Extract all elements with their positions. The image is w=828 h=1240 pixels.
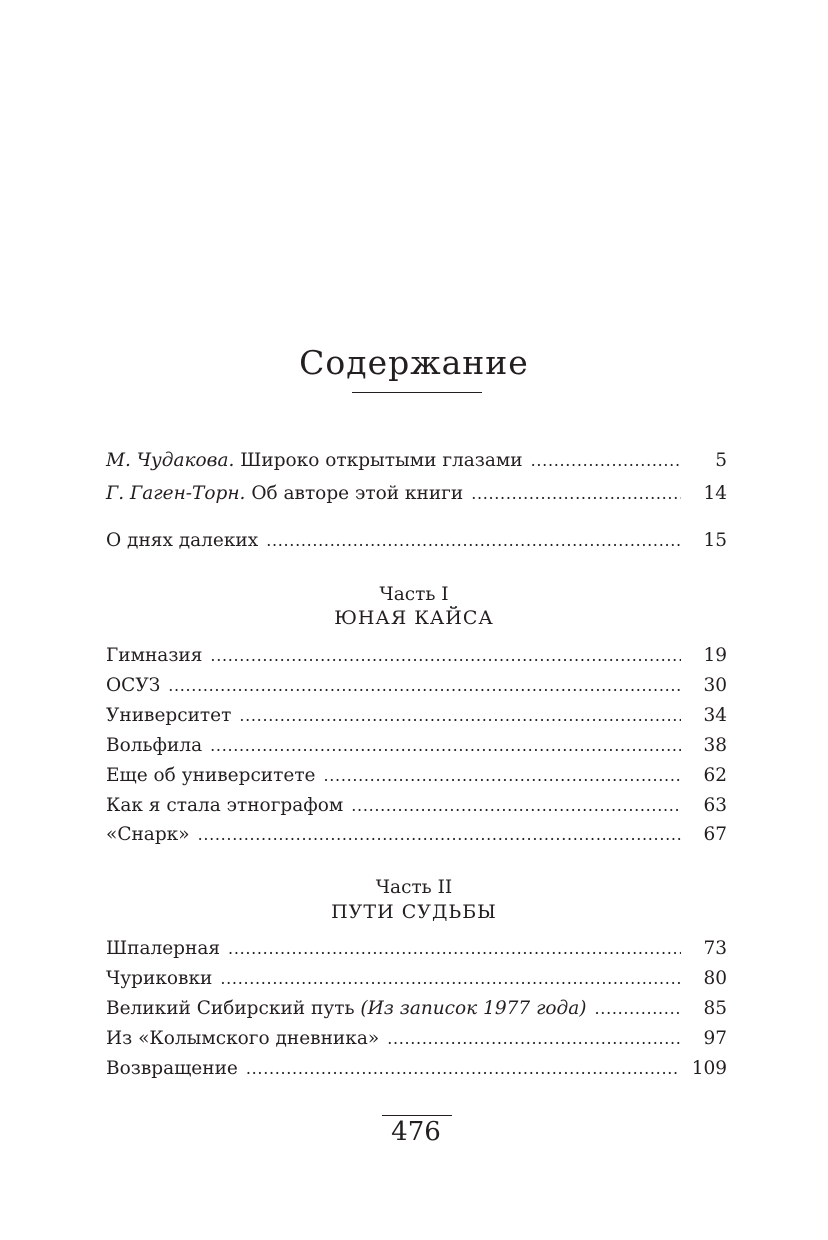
toc-entry[interactable] bbox=[106, 448, 727, 474]
toc-entry[interactable] bbox=[106, 481, 727, 507]
toc-entry[interactable] bbox=[106, 822, 727, 848]
contents-heading: Содержание bbox=[299, 343, 529, 382]
part-title: ЮНАЯ КАЙСА bbox=[334, 607, 494, 629]
entry-subtitle: (Из записок 1977 года) bbox=[360, 998, 587, 1019]
dot-leader bbox=[595, 996, 681, 1022]
dot-leader bbox=[246, 1056, 678, 1082]
entry-page: 67 bbox=[703, 824, 727, 845]
entry-title: Еще об университете bbox=[106, 765, 316, 786]
entry-text bbox=[106, 448, 523, 474]
dot-leader bbox=[198, 822, 681, 848]
entry-page: 14 bbox=[703, 483, 727, 504]
toc-entry[interactable] bbox=[106, 1026, 727, 1052]
entry-page: 85 bbox=[703, 998, 727, 1019]
dot-leader bbox=[531, 448, 681, 474]
entry-title: Великий Сибирский путь bbox=[106, 998, 355, 1019]
toc-entry[interactable] bbox=[106, 673, 727, 699]
entry-title: О днях далеких bbox=[106, 530, 259, 551]
entry-page: 97 bbox=[703, 1028, 727, 1049]
entry-title: Университет bbox=[106, 705, 232, 726]
entry-page: 34 bbox=[703, 705, 727, 726]
dot-leader bbox=[471, 481, 681, 507]
part-label: Часть II bbox=[375, 877, 453, 898]
entry-page: 19 bbox=[703, 645, 727, 666]
entry-text bbox=[106, 996, 587, 1022]
entry-page: 38 bbox=[703, 735, 727, 756]
toc-entry[interactable] bbox=[106, 763, 727, 789]
toc-entry[interactable] bbox=[106, 528, 727, 554]
toc-entry[interactable] bbox=[106, 936, 727, 962]
toc-entry[interactable] bbox=[106, 643, 727, 669]
entry-page: 63 bbox=[703, 795, 727, 816]
entry-title: Широко открытыми глазами bbox=[240, 450, 523, 471]
entry-page: 109 bbox=[691, 1058, 727, 1079]
entry-title: Шпалерная bbox=[106, 938, 221, 959]
entry-title: ОСУЗ bbox=[106, 675, 161, 696]
part-title: ПУТИ СУДЬБЫ bbox=[331, 901, 497, 923]
toc-entry[interactable] bbox=[106, 733, 727, 759]
dot-leader bbox=[210, 733, 681, 759]
dot-leader bbox=[266, 528, 681, 554]
entry-page: 5 bbox=[715, 450, 727, 471]
dot-leader bbox=[228, 936, 681, 962]
dot-leader bbox=[239, 703, 681, 729]
entry-text bbox=[106, 481, 463, 507]
heading-rule bbox=[352, 392, 482, 393]
page-number: 476 bbox=[391, 1117, 441, 1147]
entry-title: Как я стала этнографом bbox=[106, 795, 344, 816]
dot-leader bbox=[210, 643, 681, 669]
entry-page: 30 bbox=[703, 675, 727, 696]
toc-entry[interactable] bbox=[106, 703, 727, 729]
entry-author: Г. Гаген-Торн. bbox=[106, 483, 246, 504]
entry-author: М. Чудакова. bbox=[106, 450, 235, 471]
dot-leader bbox=[324, 763, 682, 789]
dot-leader bbox=[351, 793, 681, 819]
entry-title: Вольфила bbox=[106, 735, 203, 756]
toc-entry[interactable] bbox=[106, 996, 727, 1022]
entry-page: 15 bbox=[703, 530, 727, 551]
dot-leader bbox=[387, 1026, 681, 1052]
toc-entry[interactable] bbox=[106, 793, 727, 819]
part-label: Часть I bbox=[379, 584, 449, 605]
folio-rule bbox=[382, 1115, 452, 1116]
entry-title: Об авторе этой книги bbox=[251, 483, 464, 504]
dot-leader bbox=[220, 966, 681, 992]
entry-title: Чуриковки bbox=[106, 968, 213, 989]
entry-page: 62 bbox=[703, 765, 727, 786]
toc-entry[interactable] bbox=[106, 966, 727, 992]
entry-title: «Снарк» bbox=[106, 824, 190, 845]
dot-leader bbox=[168, 673, 681, 699]
entry-title: Из «Колымского дневника» bbox=[106, 1028, 380, 1049]
entry-page: 80 bbox=[703, 968, 727, 989]
toc-entry[interactable] bbox=[106, 1056, 727, 1082]
entry-title: Возвращение bbox=[106, 1058, 238, 1079]
entry-title: Гимназия bbox=[106, 645, 203, 666]
entry-page: 73 bbox=[703, 938, 727, 959]
